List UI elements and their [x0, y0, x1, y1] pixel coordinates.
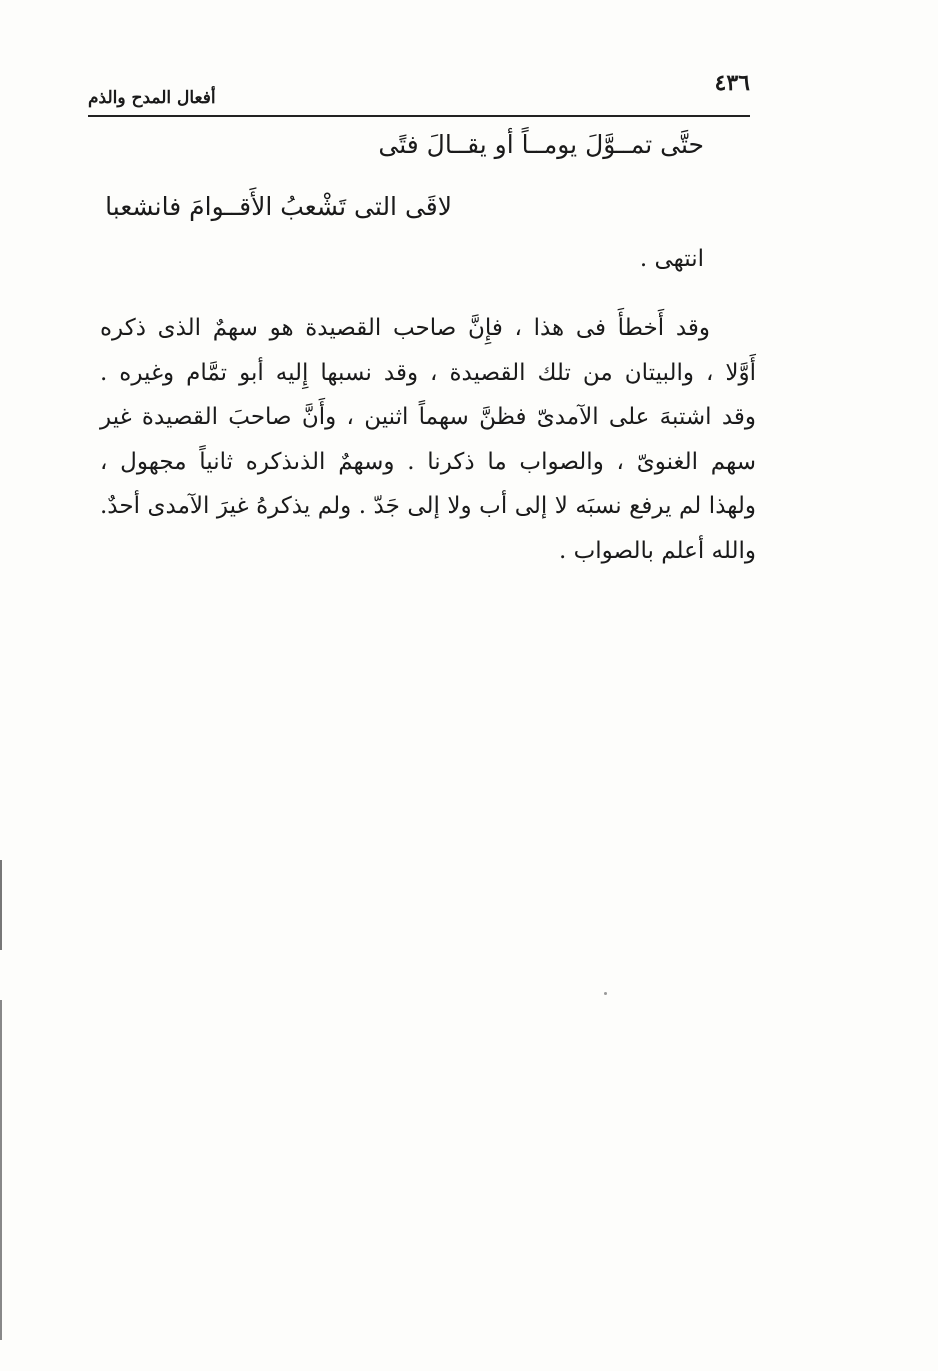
- page-header: [88, 66, 750, 118]
- paragraph-line: وقد أَخطأَ فى هذا ، فإِنَّ صاحب القصيدة هو سهمٌ الذى ذكره: [100, 315, 710, 341]
- paragraph-line: سهم الغنوىّ ، والصواب ما ذكرنا . وسهمٌ الذىذكره ثانياً مجهول ،: [100, 448, 756, 475]
- header-rule: [88, 115, 750, 117]
- scan-edge-mark: [0, 1000, 2, 1340]
- poem-verse-2: لاقَى التى تَشْعبُ الأَقــوامَ فانشعبا: [105, 192, 452, 221]
- scan-edge-mark: [0, 860, 2, 950]
- body-paragraph: [100, 306, 756, 573]
- paragraph-line: والله أعلم بالصواب .: [558, 537, 756, 564]
- scan-speck: [604, 992, 607, 995]
- running-title: أفعال المدح والذم: [88, 88, 216, 108]
- paragraph-line: وقد اشتبهَ على الآمدىّ فظنَّ سهماً اثنين ، وأَنَّ صاحبَ القصيدة غير: [100, 404, 756, 430]
- quotation-end-marker: انتهى .: [639, 246, 704, 272]
- page-number: ٤٣٦: [714, 70, 750, 96]
- poem-verse-1: حتَّى تمــوَّلَ يومــاً أو يقــالَ فتًى: [378, 130, 704, 159]
- paragraph-line: أَوَّلا ، والبيتان من تلك القصيدة ، وقد نسبها إِليه أبو تمَّام وغيره .: [100, 359, 756, 386]
- paragraph-line: ولهذا لم يرفع نسبَه لا إلى أب ولا إلى جَدّ . ولم يذكرهُ غيرَ الآمدى أحدٌ.: [100, 493, 756, 519]
